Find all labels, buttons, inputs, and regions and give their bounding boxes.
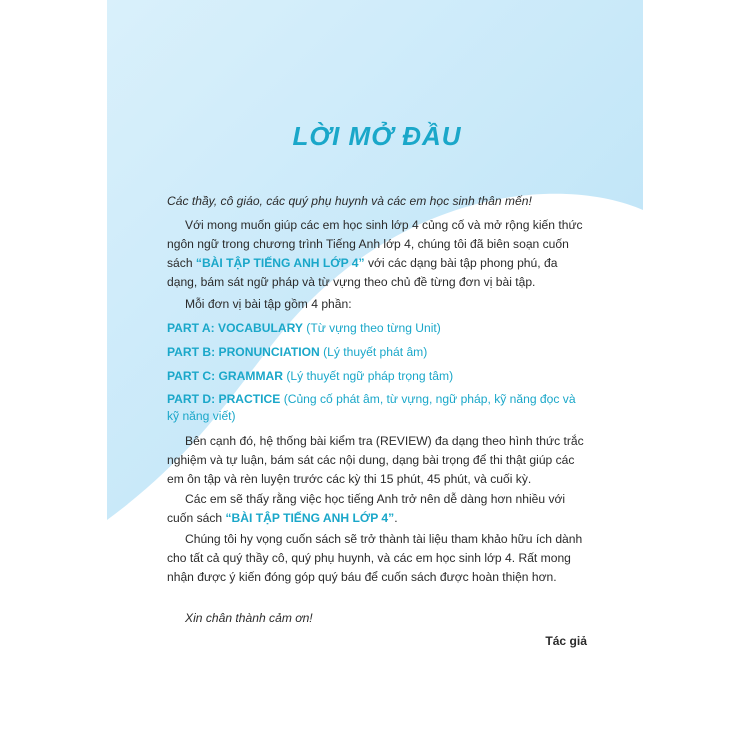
book-title: “BÀI TẬP TIẾNG ANH LỚP 4” [225, 511, 395, 525]
part-a: PART A: VOCABULARY (Từ vựng theo từng Unit) [167, 321, 441, 335]
hope-paragraph: Chúng tôi hy vọng cuốn sách sẽ trở thành tài liệu tham khảo hữu ích dành cho tất cả quý thầy cô, quý phụ huynh, và các em học sinh lớp 4. Rất mong nhận được ý kiến đóng góp quý báu để cuốn sách được hoàn thiện hơn. [167, 532, 583, 584]
part-b: PART B: PRONUNCIATION (Lý thuyết phát âm) [167, 345, 428, 359]
units-intro: Mỗi đơn vị bài tập gồm 4 phần: [185, 297, 352, 311]
part-d: PART D: PRACTICE (Củng cố phát âm, từ vựng, ngữ pháp, kỹ năng đọc và kỹ năng viết) [167, 392, 576, 423]
book-page [107, 0, 643, 750]
signature: Tác giả [545, 634, 587, 648]
page-title: LỜI MỞ ĐẦU [292, 121, 462, 151]
part-c: PART C: GRAMMAR (Lý thuyết ngữ pháp trọng tâm) [167, 369, 454, 383]
greeting: Các thầy, cô giáo, các quý phụ huynh và các em học sinh thân mến! [167, 194, 532, 208]
thanks: Xin chân thành cảm ơn! [185, 611, 313, 625]
intro-paragraph: Với mong muốn giúp các em học sinh lớp 4 củng cố và mở rộng kiến thức ngôn ngữ trong chương trình Tiếng Anh lớp 4, chúng tôi đã biên soạn cuốn sách “BÀI TẬP TIẾNG ANH LỚP 4” với các dạng bài tập phong phú, đa dạng, bám sát ngữ pháp và từ vựng theo chủ đề từng đơn vị bài tập. [167, 218, 583, 289]
book-title: “BÀI TẬP TIẾNG ANH LỚP 4” [195, 256, 365, 270]
review-paragraph: Bên cạnh đó, hệ thống bài kiểm tra (REVIEW) đa dạng theo hình thức trắc nghiệm và tự luận, bám sát các nội dung, dạng bài trọng để thi thật giúp các em ôn tập và rèn luyện trước các kỳ thi 15 phút, 45 phút, và cuối kỳ. [167, 434, 584, 486]
easier-paragraph: Các em sẽ thấy rằng việc học tiếng Anh trở nên dễ dàng hơn nhiều với cuốn sách “BÀI TẬP TIẾNG ANH LỚP 4”. [167, 492, 566, 525]
